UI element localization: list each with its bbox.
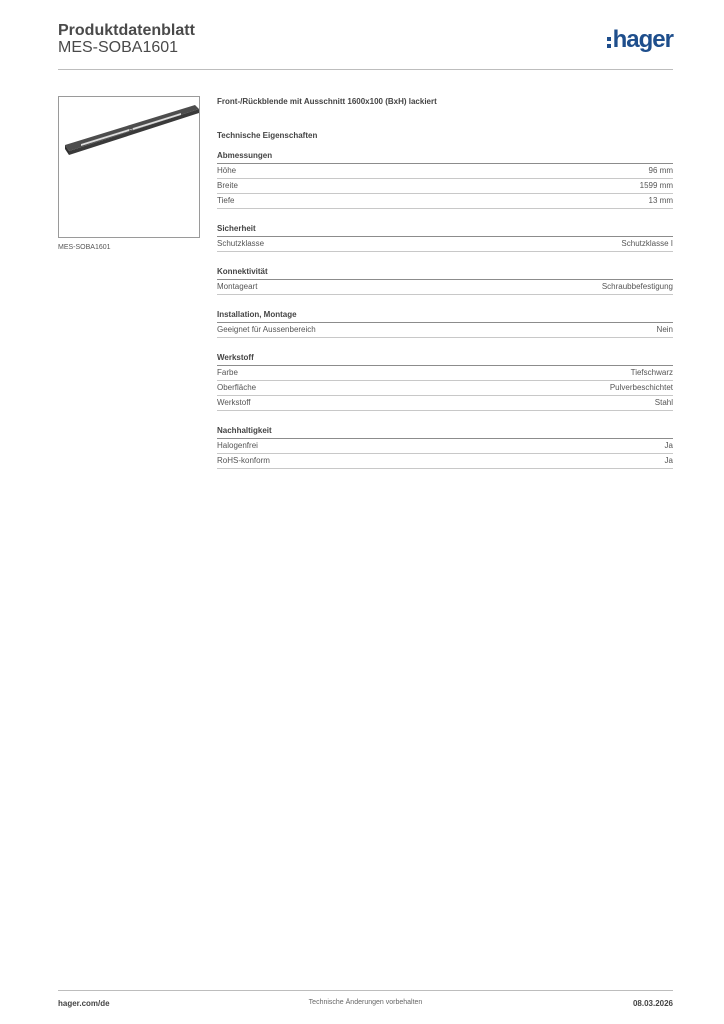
property-row	[217, 323, 673, 338]
property-value: Tiefschwarz	[630, 368, 673, 377]
technical-properties-heading: Technische Eigenschaften	[217, 131, 318, 140]
property-value: 1599 mm	[639, 181, 673, 190]
section-installation	[217, 309, 673, 338]
property-row	[217, 381, 673, 396]
product-description: Front-/Rückblende mit Ausschnitt 1600x100 (BxH) lackiert	[217, 97, 437, 106]
property-label: Höhe	[217, 166, 237, 175]
property-row	[217, 237, 673, 252]
property-value: Nein	[656, 325, 673, 334]
property-label: RoHS-konform	[217, 456, 270, 465]
section-material	[217, 352, 673, 411]
section-title: Installation, Montage	[217, 309, 673, 323]
footer-website-link[interactable]: hager.com/de	[58, 999, 110, 1008]
property-row	[217, 194, 673, 209]
section-title: Konnektivität	[217, 266, 673, 280]
property-row	[217, 179, 673, 194]
section-sustainability	[217, 425, 673, 469]
section-title: Sicherheit	[217, 223, 673, 237]
article-number: MES-SOBA1601	[58, 39, 179, 56]
footer-date: 08.03.2026	[632, 999, 673, 1008]
property-row	[217, 396, 673, 411]
property-label: Geeignet für Aussenbereich	[217, 325, 316, 334]
footer-notice: Technische Änderungen vorbehalten	[308, 999, 423, 1006]
property-label: Schutzklasse	[217, 239, 265, 248]
section-title: Werkstoff	[217, 352, 673, 366]
logo-text: hager	[612, 26, 673, 53]
product-image	[58, 96, 200, 238]
property-label: Werkstoff	[217, 398, 251, 407]
property-label: Montageart	[217, 282, 258, 291]
property-value: 13 mm	[648, 196, 673, 205]
image-caption: MES-SOBA1601	[58, 244, 111, 251]
property-value: Schraubbefestigung	[601, 282, 673, 291]
page-title: Produktdatenblatt	[58, 22, 195, 39]
page-footer	[58, 990, 673, 1011]
property-label: Halogenfrei	[217, 441, 258, 450]
property-value: 96 mm	[648, 166, 673, 175]
property-row	[217, 280, 673, 295]
property-row	[217, 164, 673, 179]
property-value: Schutzklasse I	[621, 239, 673, 248]
product-details	[217, 96, 673, 469]
property-value: Pulverbeschichtet	[609, 383, 673, 392]
property-row	[217, 454, 673, 469]
property-row	[217, 366, 673, 381]
property-label: Tiefe	[217, 196, 235, 205]
property-value: Ja	[664, 441, 673, 450]
section-safety	[217, 223, 673, 252]
section-title: Nachhaltigkeit	[217, 425, 673, 439]
property-row	[217, 439, 673, 454]
section-dimensions	[217, 150, 673, 209]
section-title: Abmessungen	[217, 150, 673, 164]
property-label: Farbe	[217, 368, 238, 377]
hager-logo	[607, 28, 673, 52]
property-value: Ja	[664, 456, 673, 465]
property-value: Stahl	[654, 398, 673, 407]
logo-dots-icon	[607, 37, 611, 48]
properties-sections	[217, 150, 673, 469]
property-label: Oberfläche	[217, 383, 257, 392]
product-panel-icon	[59, 97, 199, 237]
property-label: Breite	[217, 181, 238, 190]
page-header	[58, 22, 673, 70]
section-connectivity	[217, 266, 673, 295]
